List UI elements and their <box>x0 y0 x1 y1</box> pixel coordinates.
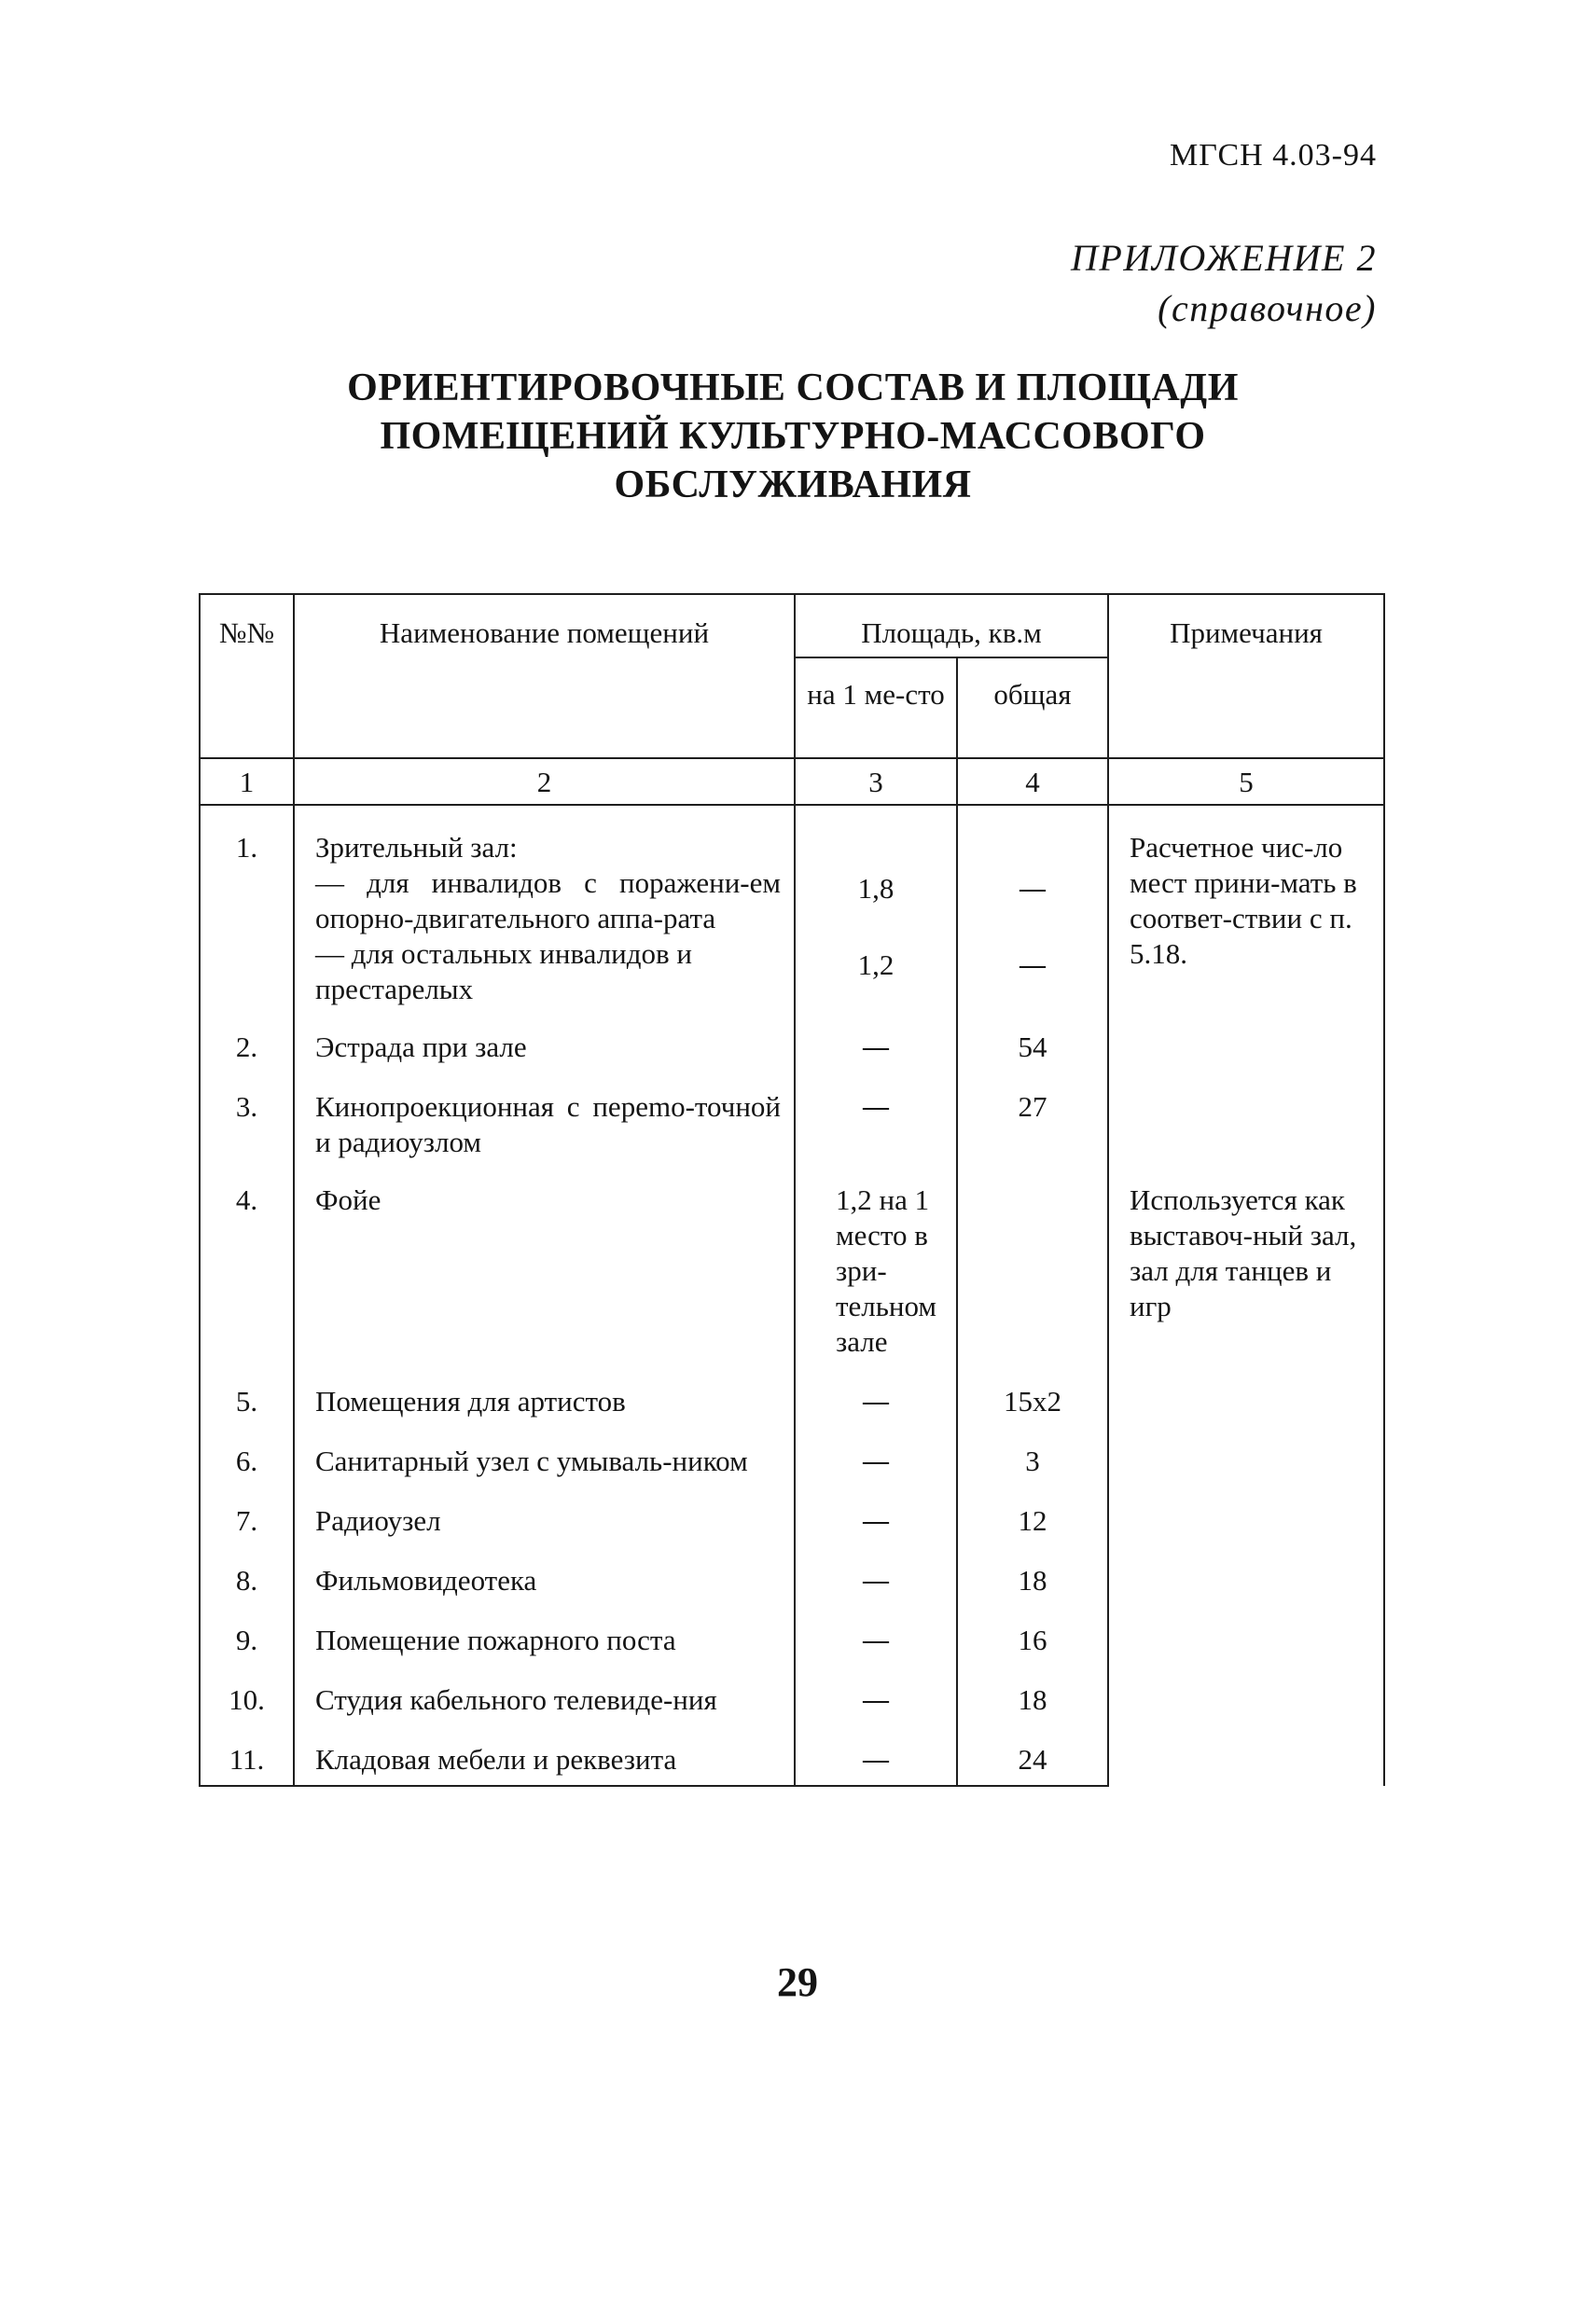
room-name: Радиоузел <box>294 1487 795 1546</box>
title-line-2: ПОМЕЩЕНИЙ КУЛЬТУРНО-МАССОВОГО <box>380 415 1206 458</box>
area-total <box>957 1166 1108 1367</box>
area-total: 16 <box>957 1606 1108 1666</box>
area-total: 27 <box>957 1072 1108 1166</box>
area-per-seat: — <box>795 1072 957 1166</box>
row-number: 3. <box>200 1072 294 1166</box>
area-total: 15x2 <box>957 1367 1108 1427</box>
row-number: 11. <box>200 1725 294 1786</box>
room-name: Эстрада при зале <box>294 1013 795 1072</box>
header-num: №№ <box>200 594 294 758</box>
row-number: 2. <box>200 1013 294 1072</box>
room-name: Фойе <box>294 1166 795 1367</box>
rooms-table <box>199 593 1385 1787</box>
row-number: 4. <box>200 1166 294 1367</box>
area-total: 54 <box>957 1013 1108 1072</box>
row-number: 9. <box>200 1606 294 1666</box>
row-number: 10. <box>200 1666 294 1725</box>
row-number: 7. <box>200 1487 294 1546</box>
area-per-seat: — <box>795 1487 957 1546</box>
document-code: МГСН 4.03-94 <box>1170 138 1377 173</box>
room-name: Фильмовидеотека <box>294 1546 795 1606</box>
title-line-3: ОБСЛУЖИВАНИЯ <box>614 463 972 506</box>
area-per-seat <box>795 805 957 1013</box>
row-number: 8. <box>200 1546 294 1606</box>
area-total: 18 <box>957 1546 1108 1606</box>
header-area: Площадь, кв.м <box>795 594 1108 657</box>
room-name-sub: — для остальных инвалидов и престарелых <box>315 937 693 1005</box>
room-name-main: Зрительный зал: <box>315 831 518 864</box>
room-name: Санитарный узел с умываль-ником <box>294 1427 795 1487</box>
area-per-seat-value: 1,2 <box>857 948 895 981</box>
area-per-seat: — <box>795 1606 957 1666</box>
room-name-sub: — для инвалидов с поражени-ем опорно-двигательного аппа-рата <box>315 866 781 934</box>
area-total: 3 <box>957 1427 1108 1487</box>
table-row <box>200 805 1384 1013</box>
table-row <box>200 1166 1384 1367</box>
area-per-seat <box>795 1166 957 1367</box>
column-number: 4 <box>957 758 1108 805</box>
header-notes: Примечания <box>1108 594 1384 758</box>
room-name: Помещения для артистов <box>294 1367 795 1427</box>
header-name: Наименование помещений <box>294 594 795 758</box>
area-total: 12 <box>957 1487 1108 1546</box>
room-name: Студия кабельного телевиде-ния <box>294 1666 795 1725</box>
area-total: 24 <box>957 1725 1108 1786</box>
header-total: общая <box>957 657 1108 758</box>
row-number: 6. <box>200 1427 294 1487</box>
column-number: 1 <box>200 758 294 805</box>
appendix-type: (справочное) <box>1158 287 1377 329</box>
area-total <box>957 805 1108 1013</box>
room-name <box>294 805 795 1013</box>
room-name: Помещение пожарного поста <box>294 1606 795 1666</box>
page-title <box>280 364 1306 509</box>
area-per-seat: — <box>795 1546 957 1606</box>
appendix-label: ПРИЛОЖЕНИЕ 2 <box>1071 237 1377 279</box>
area-per-seat: — <box>795 1666 957 1725</box>
header-per-seat: на 1 ме-сто <box>795 657 957 758</box>
area-total-value: — <box>1018 872 1047 906</box>
area-per-seat-value: 1,8 <box>857 872 895 905</box>
row-number: 1. <box>200 805 294 1013</box>
area-total-value: — <box>1018 948 1047 982</box>
area-per-seat: — <box>795 1427 957 1487</box>
title-line-1: ОРИЕНТИРОВОЧНЫЕ СОСТАВ И ПЛОЩАДИ <box>347 367 1239 409</box>
note: Используется как выставоч-ный зал, зал для танцев и игр <box>1108 1166 1384 1786</box>
room-name: Кинопроекционная с переmо-точной и радиоузлом <box>294 1072 795 1166</box>
note: Расчетное чис-ло мест прини-мать в соответ-ствии с п. 5.18. <box>1108 805 1384 1166</box>
area-total: 18 <box>957 1666 1108 1725</box>
page-number: 29 <box>777 1959 818 2005</box>
column-number: 5 <box>1108 758 1384 805</box>
area-per-seat: — <box>795 1725 957 1786</box>
area-per-seat-value: 1,2 на 1 место в зри-тельном зале <box>836 1183 937 1358</box>
column-number: 2 <box>294 758 795 805</box>
column-number: 3 <box>795 758 957 805</box>
row-number: 5. <box>200 1367 294 1427</box>
area-per-seat: — <box>795 1367 957 1427</box>
room-name: Кладовая мебели и реквезита <box>294 1725 795 1786</box>
appendix-heading <box>1071 233 1377 334</box>
area-per-seat: — <box>795 1013 957 1072</box>
